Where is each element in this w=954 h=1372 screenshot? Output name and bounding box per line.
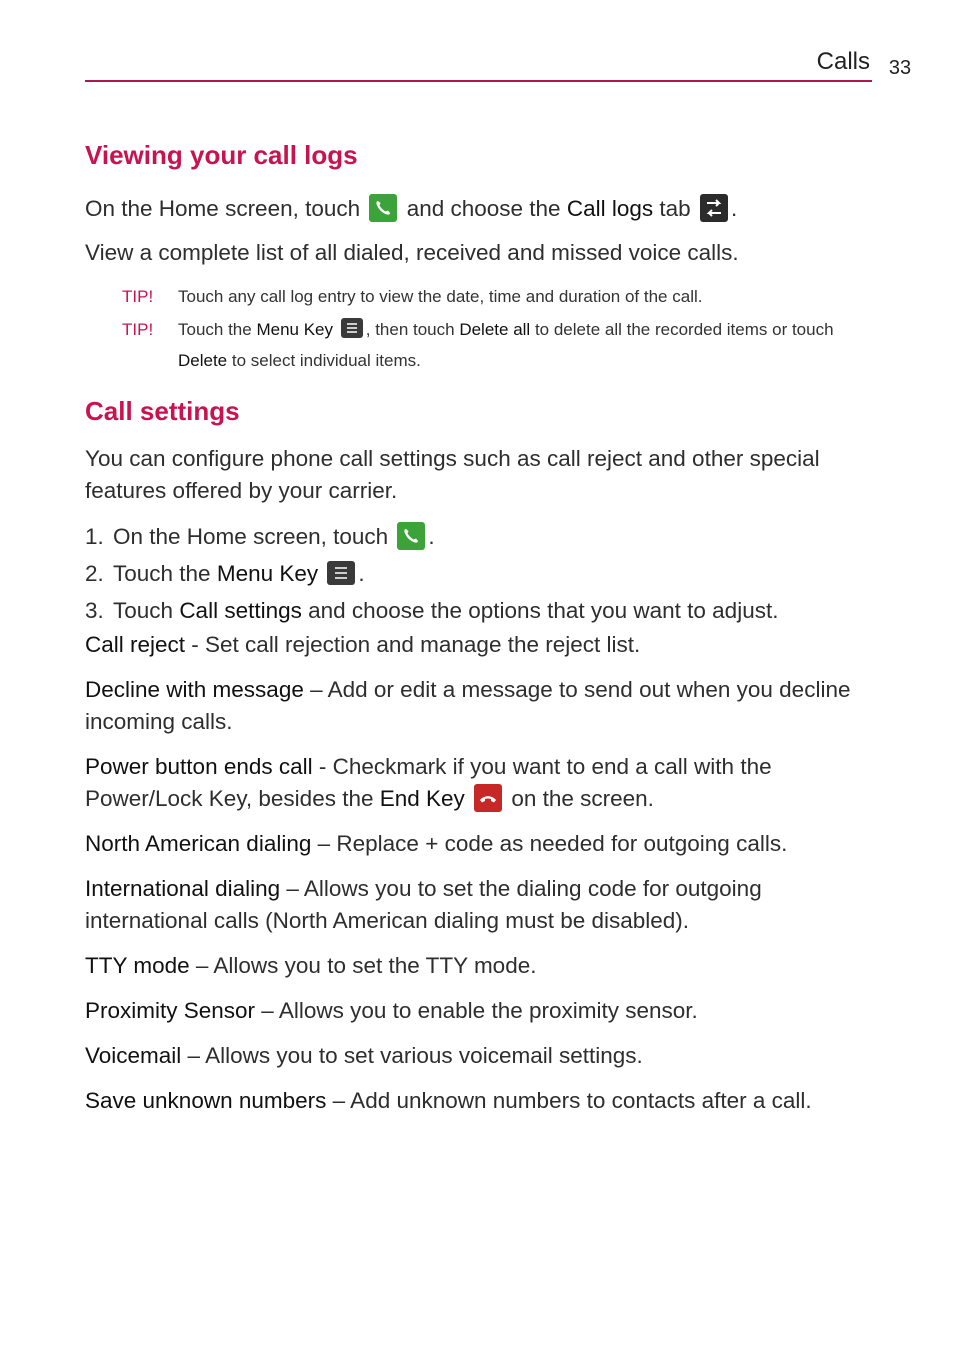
text: , then touch [365, 320, 455, 339]
viewing-description: View a complete list of all dialed, received and missed voice calls. [85, 240, 739, 265]
step-number: 3. [85, 598, 104, 623]
setting-desc: – Add unknown numbers to contacts after a call. [326, 1088, 812, 1113]
end-key-label: End Key [379, 786, 465, 811]
setting-desc: - Checkmark if you want to end a call with the Power/Lock Key, besides the [85, 754, 772, 811]
setting-term: Power button ends call [85, 754, 313, 779]
setting-term: Save unknown numbers [85, 1088, 327, 1113]
setting-international-dialing [85, 873, 875, 937]
tip-label: TIP! [122, 287, 154, 306]
step-3 [85, 592, 875, 629]
menu-key-icon [327, 561, 355, 585]
text: . [428, 524, 435, 549]
call-logs-tab-icon [700, 194, 728, 222]
setting-proximity-sensor [85, 995, 875, 1027]
setting-term: Voicemail [85, 1043, 182, 1068]
step-number: 1. [85, 524, 104, 549]
delete-all-label: Delete all [459, 320, 531, 339]
text: Touch the [178, 320, 252, 339]
setting-voicemail [85, 1040, 875, 1072]
text: Touch the [113, 561, 211, 586]
step-text [113, 555, 365, 592]
text: . [358, 561, 365, 586]
menu-key-label: Menu Key [256, 320, 334, 339]
viewing-instruction [85, 193, 875, 225]
setting-desc: – Allows you to set the dialing code for outgoing international calls (North American dialing must be disabled). [85, 876, 762, 933]
tip-2 [85, 314, 875, 376]
tip-label: TIP! [122, 320, 154, 339]
tip-text: Touch any call log entry to view the date, time and duration of the call. [178, 287, 703, 306]
text: to select individual items. [231, 351, 421, 370]
text: Touch [113, 598, 174, 623]
call-settings-intro: You can configure phone call settings such as call reject and other special features offered by your carrier. [85, 446, 820, 503]
text: On the Home screen, touch [113, 524, 389, 549]
tip-list [85, 281, 875, 376]
setting-save-unknown-numbers [85, 1085, 875, 1117]
page-number: 33 [888, 57, 912, 79]
steps-list [85, 518, 875, 629]
setting-north-american-dialing [85, 828, 875, 860]
header-rule [85, 80, 872, 82]
setting-term: International dialing [85, 876, 281, 901]
setting-term: TTY mode [85, 953, 190, 978]
tip-text [178, 314, 875, 376]
phone-icon [397, 522, 425, 550]
call-logs-label: Call logs [566, 196, 654, 221]
setting-desc: on the screen. [505, 786, 654, 811]
text: and choose the [406, 196, 561, 221]
delete-label: Delete [178, 351, 228, 370]
setting-desc: – Replace + code as needed for outgoing calls. [311, 831, 788, 856]
setting-term: Proximity Sensor [85, 998, 256, 1023]
setting-desc: – Allows you to enable the proximity sensor. [255, 998, 698, 1023]
setting-power-button-ends-call [85, 751, 875, 815]
text: to delete all the recorded items or touch [534, 320, 834, 339]
step-text [113, 518, 435, 555]
setting-term: Decline with message [85, 677, 304, 702]
step-1 [85, 518, 875, 555]
setting-desc: – Allows you to set various voicemail settings. [181, 1043, 643, 1068]
setting-term: North American dialing [85, 831, 312, 856]
text: On the Home screen, touch [85, 196, 361, 221]
menu-key-label: Menu Key [216, 561, 319, 586]
text: . [730, 196, 738, 221]
text: and choose the options that you want to adjust. [308, 598, 779, 623]
setting-desc: - Set call rejection and manage the reject list. [185, 632, 641, 657]
page-content [85, 140, 875, 1117]
setting-term: Call reject [85, 632, 186, 657]
call-settings-label: Call settings [179, 598, 302, 623]
setting-desc: – Allows you to set the TTY mode. [189, 953, 537, 978]
setting-decline-with-message [85, 674, 875, 738]
section-label: Calls [816, 48, 870, 75]
text: tab [659, 196, 691, 221]
setting-tty-mode [85, 950, 875, 982]
setting-call-reject [85, 629, 875, 661]
setting-desc: – Add or edit a message to send out when you decline incoming calls. [85, 677, 851, 734]
tip-1 [85, 281, 875, 312]
viewing-call-logs-heading: Viewing your call logs [85, 140, 358, 170]
end-key-icon [474, 784, 502, 812]
phone-icon [369, 194, 397, 222]
step-text [113, 592, 778, 629]
step-number: 2. [85, 561, 104, 586]
step-2 [85, 555, 875, 592]
menu-key-icon [341, 318, 363, 338]
call-settings-heading: Call settings [85, 396, 240, 426]
